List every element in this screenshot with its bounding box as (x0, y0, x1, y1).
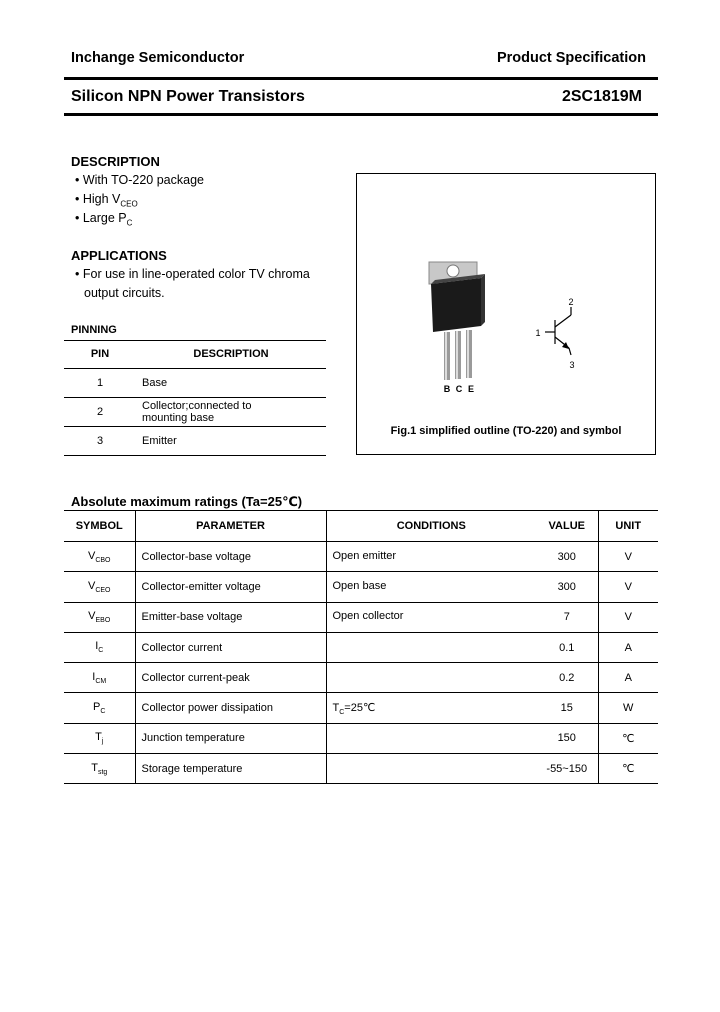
unit-cell: A (598, 632, 658, 662)
value-cell: 0.2 (536, 663, 598, 693)
symbol-cell: $I_C$ (64, 632, 135, 662)
table-row (64, 602, 658, 632)
unit-cell: V (598, 602, 658, 632)
value-cell: 150 (536, 723, 598, 753)
conditions-cell (326, 663, 536, 693)
value-cell: 15 (536, 693, 598, 723)
description-heading: DESCRIPTION (71, 154, 160, 169)
pinning-table (64, 340, 326, 456)
conditions-cell (326, 632, 536, 662)
parameter-cell: Collector-base voltage (135, 542, 326, 572)
symbol-pin-label: 2 (568, 297, 574, 307)
table-row (64, 632, 658, 662)
unit-cell: ℃ (598, 723, 658, 753)
header-rule-bottom (64, 113, 658, 116)
pin-letter: B (443, 384, 451, 394)
conditions-cell: Open base (326, 572, 536, 602)
symbol-cell: $V_{CEO}$ (64, 572, 135, 602)
product-family: Silicon NPN Power Transistors (71, 88, 305, 105)
table-row (64, 369, 326, 398)
column-header: PARAMETER (135, 511, 326, 542)
table-row (64, 572, 658, 602)
table-row (64, 723, 658, 753)
pinning-heading: PINNING (71, 324, 117, 336)
symbol-cell: $V_{CBO}$ (64, 542, 135, 572)
value-cell: 300 (536, 542, 598, 572)
value-cell: 300 (536, 572, 598, 602)
description-column-header: DESCRIPTION (136, 340, 326, 369)
unit-cell: V (598, 542, 658, 572)
company-name: Inchange Semiconductor (71, 50, 245, 66)
symbol-cell: $V_{EBO}$ (64, 602, 135, 632)
parameter-cell: Collector-emitter voltage (135, 572, 326, 602)
conditions-cell: Open emitter (326, 542, 536, 572)
applications-continuation: output circuits. (84, 286, 165, 300)
pin-letter: E (467, 384, 475, 394)
value-cell: 0.1 (536, 632, 598, 662)
column-header: SYMBOL (64, 511, 135, 542)
column-header: CONDITIONS (326, 511, 536, 542)
description-bullet: • Large $P_C$ (75, 211, 133, 228)
ratings-table (64, 510, 658, 784)
conditions-cell (326, 723, 536, 753)
ratings-heading: Absolute maximum ratings (Ta=25℃) (71, 494, 303, 509)
conditions-cell: $T_C=25℃$ (326, 693, 536, 723)
unit-cell: W (598, 693, 658, 723)
parameter-cell: Collector current (135, 632, 326, 662)
symbol-cell: $P_C$ (64, 693, 135, 723)
symbol-pin-label: 1 (535, 328, 541, 338)
pin-column-header: PIN (64, 340, 136, 369)
table-row (64, 542, 658, 572)
parameter-cell: Collector current-peak (135, 663, 326, 693)
table-row (64, 693, 658, 723)
parameter-cell: Emitter-base voltage (135, 602, 326, 632)
symbol-cell: $T_{stg}$ (64, 754, 135, 784)
pin-number: 2 (64, 398, 136, 427)
pin-letter: C (455, 384, 463, 394)
applications-heading: APPLICATIONS (71, 248, 167, 263)
pin-description: Collector;connected to mounting base (136, 398, 326, 427)
figure-caption: Fig.1 simplified outline (TO-220) and symbol (390, 425, 622, 437)
table-row (64, 663, 658, 693)
pin-number: 3 (64, 427, 136, 456)
table-row (64, 398, 326, 427)
unit-cell: A (598, 663, 658, 693)
parameter-cell: Storage temperature (135, 754, 326, 784)
value-cell: 7 (536, 602, 598, 632)
unit-cell: ℃ (598, 754, 658, 784)
column-header: UNIT (598, 511, 658, 542)
pin-description: Base (136, 369, 326, 398)
applications-bullet: • For use in line-operated color TV chroma (75, 267, 310, 281)
pin-number: 1 (64, 369, 136, 398)
parameter-cell: Collector power dissipation (135, 693, 326, 723)
parameter-cell: Junction temperature (135, 723, 326, 753)
symbol-cell: $I_{CM}$ (64, 663, 135, 693)
header-rule-top (64, 77, 658, 80)
description-bullet: • High $V_{CEO}$ (75, 192, 138, 209)
pin-description: Emitter (136, 427, 326, 456)
symbol-pin-label: 3 (569, 360, 575, 370)
conditions-cell: Open collector (326, 602, 536, 632)
value-cell: -55~150 (536, 754, 598, 784)
symbol-cell: $T_j$ (64, 723, 135, 753)
part-number: 2SC1819M (561, 88, 642, 105)
table-row (64, 427, 326, 456)
unit-cell: V (598, 572, 658, 602)
description-bullet: • With TO-220 package (75, 173, 204, 187)
package-outline-and-symbol (357, 174, 655, 454)
doc-type: Product Specification (496, 50, 646, 66)
table-row (64, 754, 658, 784)
to220-package-image (429, 262, 485, 380)
column-header: VALUE (536, 511, 598, 542)
conditions-cell (326, 754, 536, 784)
figure-box (356, 173, 656, 455)
